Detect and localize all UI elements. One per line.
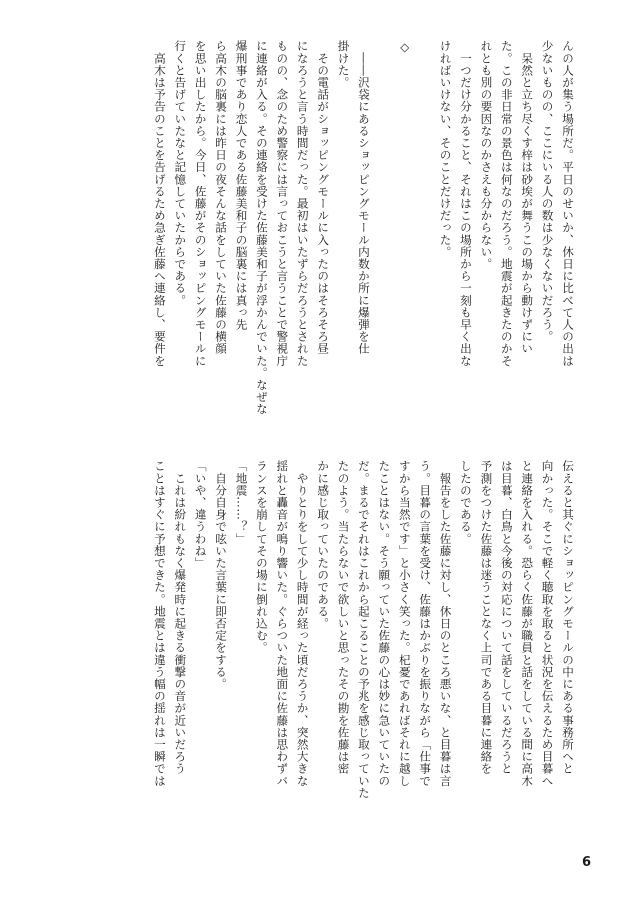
text-line: ランスを崩してその場に倒れ込む。 [254,460,269,654]
text-line: は目暮、白鳥と今後の対応について話をしているだろうと [499,460,514,775]
text-line: その電話がショッピングモールに入ったのはそろそろ昼 [316,40,331,355]
page-number: 6 [581,855,591,870]
text-line: 行くと告げていたなと記憶していたからである。 [173,40,188,307]
lower-text-block [100,460,578,880]
text-line: ことはすぐに予想できた。地震とは違う幅の揺れは一瞬では [152,460,167,787]
text-line: 掛けた。 [336,40,351,89]
text-line: 呆然と立ち尽くす梓は砂埃が舞うこの場から動けずにい [520,40,535,355]
text-line: ◇ [397,40,412,55]
text-line: 高木は予告のことを告げるため急ぎ佐藤へ連絡し、要件を [152,40,167,367]
text-line: 向かった。そこで軽く聴取を取ると状況を伝えるため目暮へ [540,460,555,787]
text-line: ものの、念のため警察には言っておこうと言うことで警視庁 [275,40,290,367]
text-line: すから当然です」と小さく笑った。杞憂であればそれに越し [397,460,412,787]
text-line: したのである。 [458,460,473,545]
text-line: だ。まるでそれはこれから起こることの予兆を感じ取っていた [356,460,371,799]
text-line: 揺れと轟音が鳴り響いた。ぐらついた地面に佐藤は思わずバ [275,460,290,787]
text-line: これは紛れもなく爆発時に起きる衝撃の音が近いだろう [173,460,188,775]
text-line: と連絡を入れる。恐らく佐藤が職員と話をしている間に高木 [520,460,535,787]
text-line: 一つだけ分かること、それはこの場所から一刻も早く出な [458,40,473,367]
text-line: 報告をした佐藤に対し、休日のところ悪いな、と目暮は言 [438,460,453,787]
text-line: 伝えると其ぐにショッピングモールの中にある事務所へと [561,460,575,775]
text-line: 「地震……？」 [234,460,249,545]
text-line: やりとりをして少し時間が経った頃だろうか、突然大きな [295,460,310,787]
text-line: 予測をつけた佐藤は迷うことなく上司である目暮に連絡を [479,460,494,775]
text-line: 少ないものの、ここにいる人の数は少なくないだろう。 [540,40,555,343]
text-line: ら高木の脳裏には昨日の夜そんな話をしていた佐藤の横顔 [214,40,229,355]
text-line: かに感じ取っていたのである。 [316,460,331,630]
text-line: たのよう。当たらないで欲しいと思ったその勘を佐藤は密 [336,460,351,775]
text-line: ――沢袋にあるショッピングモール内数か所に爆弾を仕 [356,40,371,355]
text-line [415,40,435,450]
text-line: う。目暮の言葉を受け、佐藤はかぶりを振りながら「仕事で [418,460,433,787]
text-line: ければいけない、そのことだけだった。 [438,40,453,258]
text-line: れとも別の要因なのかさえも分からない。 [479,40,494,270]
text-line: 自分自身で呟いた言葉に即否定をする。 [214,460,229,690]
text-line: た。この非日常の景色は何なのだろう。地震が起きたのかそ [499,40,514,367]
text-line: を思い出したから。今日、佐藤がそのショッピングモールに [193,40,208,367]
upper-text-block [100,40,578,450]
text-line: 「いや、違うわね」 [193,460,208,569]
text-line [374,40,394,450]
text-line: んの人が集う場所だ。平日のせいか、休日に比べて人の出は [561,40,575,367]
text-line: に連絡が入る。その連絡を受けた佐藤美和子が浮かんでいた。なぜな [254,40,269,416]
text-line: 爆刑事であり恋人である佐藤美和子の脳裏には真っ先 [234,40,249,331]
text-line: になろうと言う時間だった。最初はいたずらだろうとされた [295,40,310,367]
text-line: たことはない。そう願っていた佐藤の心は妙に急いていたの [377,460,392,787]
